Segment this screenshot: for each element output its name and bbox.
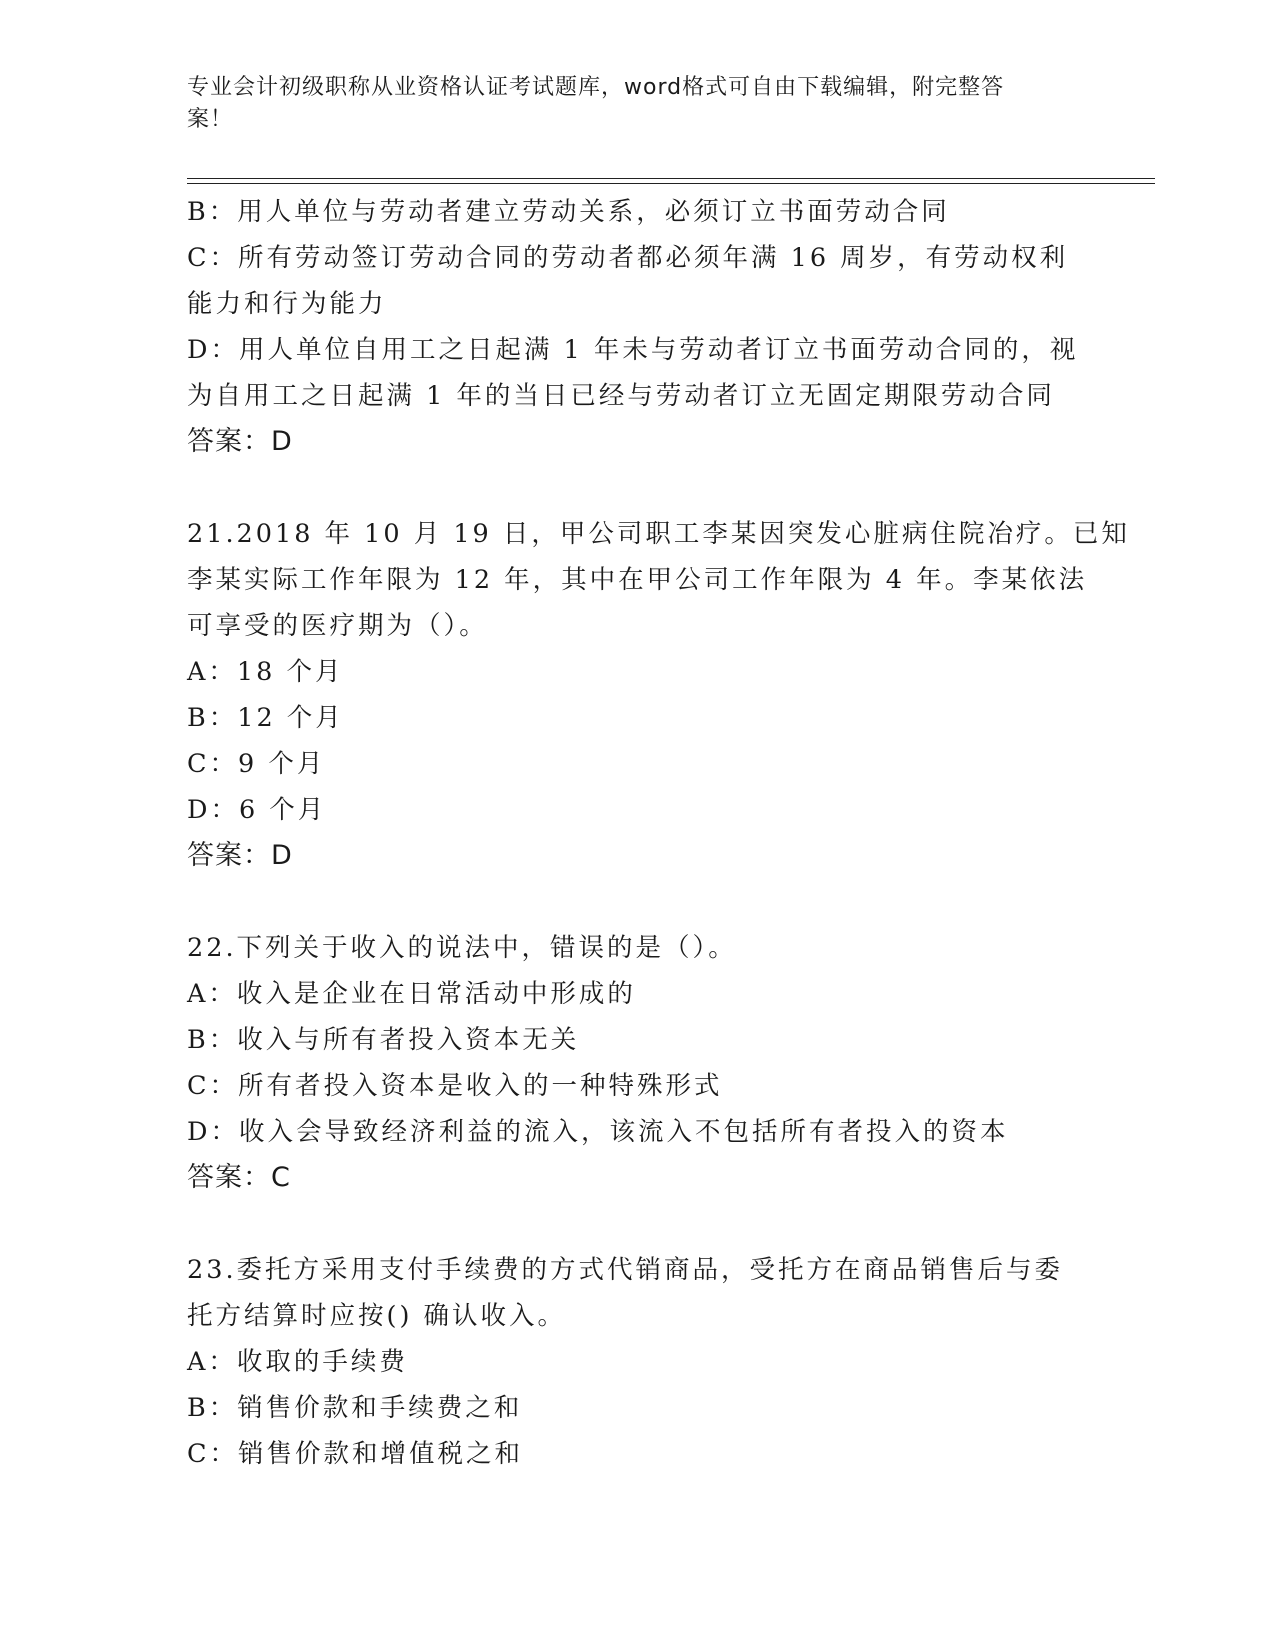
option-b: B：12 个月 [187, 703, 344, 733]
document-header [187, 72, 1087, 136]
question-block-20-tail [187, 189, 1087, 465]
header-rule-top [187, 178, 1155, 179]
answer: 答案：D [187, 426, 293, 457]
spacer [187, 465, 1087, 511]
question-content [187, 189, 1130, 1477]
answer: 答案：D [187, 840, 293, 871]
header-line-2: 案！ [187, 107, 234, 132]
spacer [187, 1201, 1087, 1247]
option-a: A：18 个月 [187, 657, 344, 687]
answer: 答案：C [187, 1162, 291, 1193]
header-line-1: 专业会计初级职称从业资格认证考试题库，word格式可自由下载编辑，附完整答 [187, 75, 1005, 100]
option-c: C：销售价款和增值税之和 [187, 1439, 524, 1469]
option-c: C：所有者投入资本是收入的一种特殊形式 [187, 1071, 723, 1101]
question-stem-continued: 李某实际工作年限为 12 年，其中在甲公司工作年限为 4 年。李某依法 [187, 565, 1088, 595]
spacer [187, 879, 1087, 925]
option-b: B：用人单位与劳动者建立劳动关系，必须订立书面劳动合同 [187, 197, 950, 227]
option-b: B：销售价款和手续费之和 [187, 1393, 523, 1423]
question-stem-continued: 可享受的医疗期为（）。 [187, 611, 488, 641]
option-a: A：收取的手续费 [187, 1347, 408, 1377]
option-d: D：收入会导致经济利益的流入，该流入不包括所有者投入的资本 [187, 1117, 1009, 1147]
question-stem: 22.下列关于收入的说法中，错误的是（）。 [187, 933, 737, 963]
question-stem-continued: 托方结算时应按() 确认收入。 [187, 1301, 567, 1331]
option-a: A：收入是企业在日常活动中形成的 [187, 979, 636, 1009]
option-b: B：收入与所有者投入资本无关 [187, 1025, 580, 1055]
option-d: D：用人单位自用工之日起满 1 年未与劳动者订立书面劳动合同的，视 [187, 335, 1079, 365]
question-block-22 [187, 925, 1087, 1201]
header-rule-bottom [187, 183, 1155, 184]
option-d-continued: 为自用工之日起满 1 年的当日已经与劳动者订立无固定期限劳动合同 [187, 381, 1055, 411]
question-block-23 [187, 1247, 1087, 1477]
question-stem: 21.2018 年 10 月 19 日，甲公司职工李某因突发心脏病住院冶疗。已知 [187, 519, 1130, 549]
option-d: D：6 个月 [187, 795, 327, 825]
question-block-21 [187, 511, 1130, 879]
option-c: C：9 个月 [187, 749, 326, 779]
option-c: C：所有劳动签订劳动合同的劳动者都必须年满 16 周岁，有劳动权利 [187, 243, 1069, 273]
option-c-continued: 能力和行为能力 [187, 289, 387, 319]
question-stem: 23.委托方采用支付手续费的方式代销商品，受托方在商品销售后与委 [187, 1255, 1064, 1285]
